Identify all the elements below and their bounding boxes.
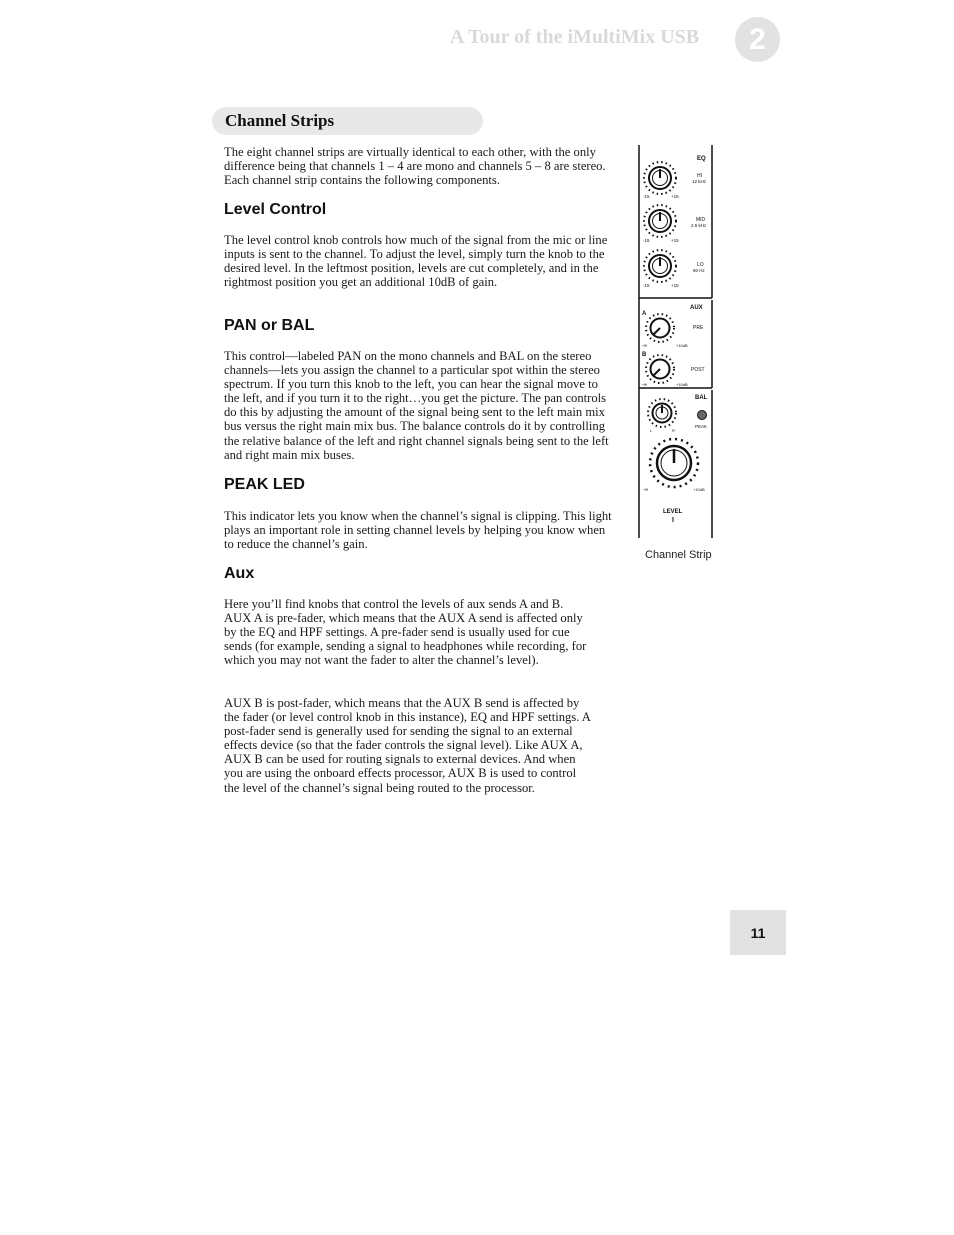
bal-right-label: R <box>672 428 675 433</box>
aux-a-label: A <box>642 311 647 317</box>
mid-plus-label: +15 <box>671 238 679 243</box>
level-mark: I <box>672 517 674 524</box>
aux-paragraph-2: AUX B is post-fader, which means that the AUX B send is affected by the fader (or level control knob in this instance), EQ and HPF settings. A post-fader send is generally used for sending the signal to an external effects device (so that the fader controls the signal level). Like AUX A, AUX B can be used for routing signals to external devices. And when you are using the onboard effects processor, AUX B is used to control the level of the channel’s signal being routed to the processor. <box>224 696 591 795</box>
mid-minus-label: -15 <box>643 238 650 243</box>
subheading-aux: Aux <box>224 565 255 582</box>
chapter-title: A Tour of the iMultiMix USB <box>450 26 700 48</box>
bal-label: BAL <box>695 395 708 401</box>
lo-plus-label: +15 <box>671 283 679 288</box>
mid-freq-label: 2.5 kHz <box>691 223 707 228</box>
lo-eq-knob <box>644 250 676 282</box>
lo-minus-label: -15 <box>643 283 650 288</box>
hi-plus-label: +15 <box>671 194 679 199</box>
hi-freq-label: 12 kHz <box>692 179 707 184</box>
aux-label: AUX <box>690 305 703 311</box>
aux-b-label: B <box>642 352 647 358</box>
hi-eq-knob <box>644 162 676 194</box>
post-label: POST <box>691 367 705 373</box>
chapter-badge: 2 <box>735 17 780 62</box>
aux-paragraph-1: Here you’ll find knobs that control the levels of aux sends A and B. AUX A is pre-fader, which means that the AUX A send is affected only by the EQ and HPF settings. A pre-fader send is usually used for cue sends (for example, sending a signal to headphones while recording, for which you may not want the fader to alter the channel’s level). <box>224 597 587 668</box>
aux-a-min-label: -∞ <box>642 343 648 349</box>
intro-paragraph: The eight channel strips are virtually identical to each other, with the only difference being that channels 1 – 4 are mono and channels 5 – 8 are stereo. Each channel strip contains the following components. <box>224 145 606 188</box>
hi-label: HI <box>697 173 702 179</box>
page-number: 11 <box>730 910 786 955</box>
peak-led-paragraph: This indicator lets you know when the channel’s signal is clipping. This light plays an important role in setting channel levels by helping you know when to reduce the channel’s gain. <box>224 509 612 552</box>
level-min-label: -∞ <box>643 487 649 493</box>
figure-caption: Channel Strip <box>645 549 712 561</box>
aux-b-min-label: -∞ <box>642 382 648 388</box>
eq-label: EQ <box>697 156 706 162</box>
subheading-pan-bal: PAN or BAL <box>224 317 315 334</box>
aux-a-knob <box>646 314 674 342</box>
peak-label: PEAK <box>695 424 708 429</box>
aux-b-max-label: +10dB <box>676 382 688 387</box>
aux-a-max-label: +10dB <box>676 343 688 348</box>
bal-left-label: L <box>650 428 653 433</box>
bal-knob <box>648 399 676 427</box>
mid-eq-knob <box>644 205 676 237</box>
lo-label: LO <box>697 262 704 268</box>
level-label: LEVEL <box>663 509 683 515</box>
mid-label: MID <box>696 217 706 223</box>
level-control-paragraph: The level control knob controls how much of the signal from the mic or line inputs is sent to the channel. To adjust the level, simply turn the knob to the desired level. In the leftmost position, levels are cut completely, and in the rightmost position you get an additional 10dB of gain. <box>224 233 608 290</box>
hi-minus-label: -15 <box>643 194 650 199</box>
subheading-peak-led: PEAK LED <box>224 476 305 493</box>
aux-b-knob <box>646 355 674 383</box>
lo-freq-label: 80 Hz <box>693 268 705 273</box>
pre-label: PRE <box>693 325 704 331</box>
level-knob <box>650 439 698 487</box>
subheading-level-control: Level Control <box>224 201 327 218</box>
peak-led <box>698 411 707 420</box>
pan-bal-paragraph: This control—labeled PAN on the mono channels and BAL on the stereo channels—lets you assign the channel to a particular spot within the stereo spectrum. If you turn this knob to the left, you can hear the signal move to the left, and if you turn it to the right…you get the picture. The pan controls do this by adjusting the amount of the signal being sent to the left main mix bus versus the right main mix bus. The balance controls do it by controlling the relative balance of the left and right channel signals being sent to the left and right main mix buses. <box>224 349 609 462</box>
section-title: Channel Strips <box>225 111 335 130</box>
channel-strip-figure <box>636 145 716 540</box>
level-max-label: +10dB <box>693 487 705 492</box>
